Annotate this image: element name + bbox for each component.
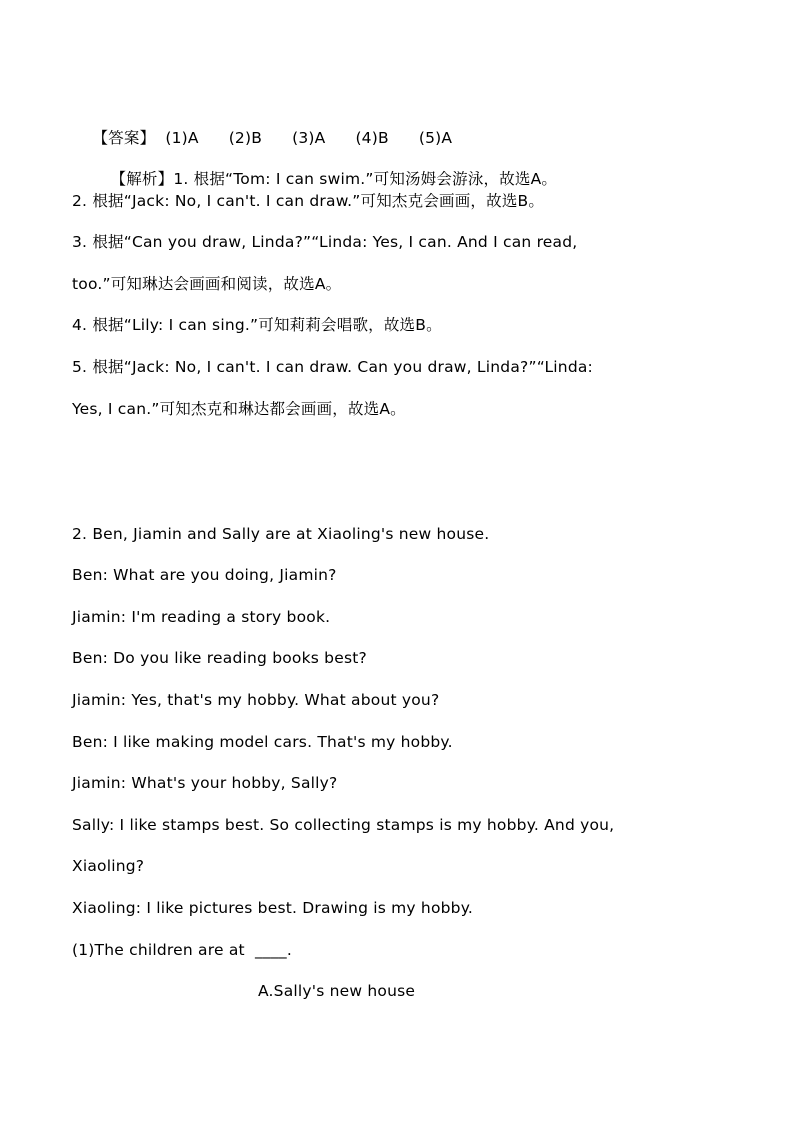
answer-label: 【答案】 [92, 129, 156, 147]
dialogue-line-4: Jiamin: Yes, that's my hobby. What about you? [72, 691, 440, 709]
dialogue-line-9: Xiaoling: I like pictures best. Drawing is my hobby. [72, 899, 474, 917]
dialogue-line-2: Jiamin: I'm reading a story book. [72, 608, 331, 626]
dialogue-line-8: Xiaoling? [72, 857, 145, 875]
analysis-text-1: 1. 根据“Tom: I can swim.”可知汤姆会游泳，故选A。 [173, 170, 558, 188]
answer-item-5: (5)A [418, 129, 453, 147]
answer-item-1: (1)A [165, 129, 199, 147]
dialogue-line-7: Sally: I like stamps best. So collecting stamps is my hobby. And you, [72, 816, 615, 834]
dialogue-line-3: Ben: Do you like reading books best? [72, 649, 367, 667]
answer-item-3: (3)A [292, 129, 326, 147]
dialogue-line-5: Ben: I like making model cars. That's my hobby. [72, 733, 453, 751]
sub-question-1: (1)The children are at ____. [72, 941, 292, 959]
answer-item-2: (2)B [228, 129, 263, 147]
dialogue-line-1: Ben: What are you doing, Jiamin? [72, 566, 337, 584]
analysis-line-7: Yes, I can.”可知杰克和琳达都会画画，故选A。 [72, 400, 406, 418]
analysis-line-2: 2. 根据“Jack: No, I can't. I can draw.”可知杰克会画画，故选B。 [72, 192, 545, 210]
analysis-line-4: too.”可知琳达会画画和阅读，故选A。 [72, 275, 342, 293]
dialogue-line-6: Jiamin: What's your hobby, Sally? [72, 774, 338, 792]
analysis-label: 【解析】 [110, 170, 174, 188]
answer-item-4: (4)B [355, 129, 389, 147]
analysis-line-6: 5. 根据“Jack: No, I can't. I can draw. Can you draw, Linda?”“Linda: [72, 358, 593, 376]
analysis-line-5: 4. 根据“Lily: I can sing.”可知莉莉会唱歌，故选B。 [72, 316, 442, 334]
question-intro: 2. Ben, Jiamin and Sally are at Xiaoling's new house. [72, 525, 490, 543]
analysis-line-3: 3. 根据“Can you draw, Linda?”“Linda: Yes, I can. And I can read, [72, 233, 578, 251]
option-a: A.Sally's new house [258, 982, 416, 1000]
